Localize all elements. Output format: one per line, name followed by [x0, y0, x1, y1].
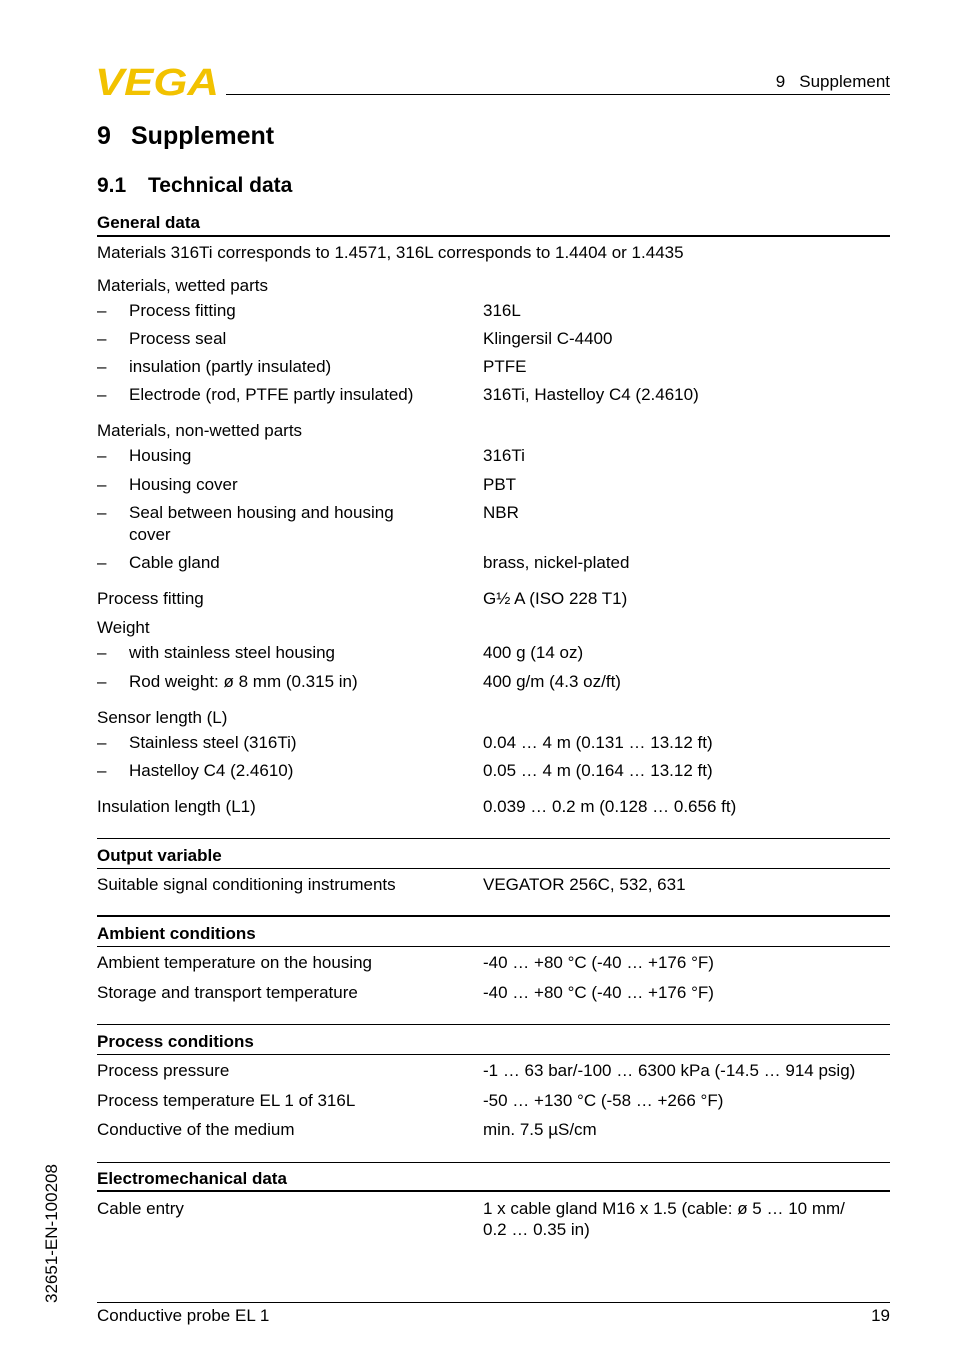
materials-note: Materials 316Ti corresponds to 1.4571, 316L corresponds to 1.4404 or 1.4435	[97, 243, 684, 262]
wetted-item-value: 316Ti, Hastelloy C4 (2.4610)	[483, 385, 699, 404]
weight-item-value: 400 g (14 oz)	[483, 643, 584, 662]
section-title: Technical data	[148, 174, 293, 197]
ambient-row-label: Storage and transport temperature	[97, 983, 358, 1002]
section-rule	[97, 946, 890, 947]
weight-item-label: Rod weight: ø 8 mm (0.315 in)	[129, 672, 358, 691]
process-row-value: -1 … 63 bar/-100 … 6300 kPa (-14.5 … 914 psig)	[483, 1061, 856, 1080]
insulation-length-value: 0.039 … 0.2 m (0.128 … 0.656 ft)	[483, 797, 737, 816]
section-rule	[97, 1162, 890, 1163]
process-conditions-title: Process conditions	[97, 1032, 254, 1051]
output-row-label: Suitable signal conditioning instruments	[97, 875, 396, 894]
chapter-heading	[97, 122, 274, 151]
insulation-length-label: Insulation length (L1)	[97, 797, 256, 816]
process-row-label: Process pressure	[97, 1061, 230, 1080]
list-dash: –	[97, 503, 107, 522]
section-number: 9.1	[97, 174, 127, 197]
running-header	[776, 72, 890, 92]
footer-title: Conductive probe EL 1	[97, 1306, 270, 1325]
list-dash: –	[97, 475, 107, 494]
nonwetted-item-label: Cable gland	[129, 553, 220, 572]
chapter-title: Supplement	[131, 122, 275, 150]
list-dash: –	[97, 672, 107, 691]
nonwetted-item-label: Housing cover	[129, 475, 238, 494]
list-dash: –	[97, 357, 107, 376]
ambient-row-value: -40 … +80 °C (-40 … +176 °F)	[483, 983, 714, 1002]
output-variable-title: Output variable	[97, 846, 222, 865]
nonwetted-item-label-cont: cover	[129, 525, 171, 544]
section-rule	[97, 1054, 890, 1055]
process-fitting-value: G½ A (ISO 228 T1)	[483, 589, 628, 608]
process-row-label: Conductive of the medium	[97, 1120, 295, 1139]
list-dash: –	[97, 446, 107, 465]
header-rule	[226, 94, 890, 95]
ambient-conditions-title: Ambient conditions	[97, 924, 256, 943]
wetted-item-label: Electrode (rod, PTFE partly insulated)	[129, 385, 414, 404]
general-data-title: General data	[97, 213, 200, 232]
process-fitting-label: Process fitting	[97, 589, 204, 608]
vega-logo	[95, 64, 221, 98]
wetted-item-label: Process seal	[129, 329, 227, 348]
electromechanical-title: Electromechanical data	[97, 1169, 287, 1188]
weight-item-value: 400 g/m (4.3 oz/ft)	[483, 672, 621, 691]
list-dash: –	[97, 329, 107, 348]
running-header-title: Supplement	[799, 72, 890, 91]
sensor-length-item-value: 0.04 … 4 m (0.131 … 13.12 ft)	[483, 733, 713, 752]
chapter-number: 9	[97, 122, 111, 150]
list-dash: –	[97, 761, 107, 780]
sensor-length-item-label: Hastelloy C4 (2.4610)	[129, 761, 294, 780]
ambient-row-label: Ambient temperature on the housing	[97, 953, 373, 972]
nonwetted-item-label: Seal between housing and housing	[129, 503, 394, 522]
ambient-row-value: -40 … +80 °C (-40 … +176 °F)	[483, 953, 714, 972]
nonwetted-item-value: PBT	[483, 475, 517, 494]
sensor-length-label: Sensor length (L)	[97, 708, 228, 727]
wetted-parts-label: Materials, wetted parts	[97, 276, 269, 295]
list-dash: –	[97, 643, 107, 662]
wetted-item-value: PTFE	[483, 357, 527, 376]
sensor-length-item-value: 0.05 … 4 m (0.164 … 13.12 ft)	[483, 761, 713, 780]
footer-rule	[97, 1302, 890, 1303]
output-row-value: VEGATOR 256C, 532, 631	[483, 875, 686, 894]
electro-row-value-cont: 0.2 … 0.35 in)	[483, 1220, 590, 1239]
list-dash: –	[97, 733, 107, 752]
list-dash: –	[97, 385, 107, 404]
electro-row-label: Cable entry	[97, 1199, 184, 1218]
section-rule	[97, 1024, 890, 1025]
list-dash: –	[97, 301, 107, 320]
process-row-label: Process temperature EL 1 of 316L	[97, 1091, 356, 1110]
section-rule	[97, 915, 890, 917]
nonwetted-item-value: NBR	[483, 503, 519, 522]
nonwetted-item-value: brass, nickel-plated	[483, 553, 630, 572]
document-code: 32651-EN-100208	[42, 1164, 61, 1303]
process-row-value: min. 7.5 µS/cm	[483, 1120, 597, 1139]
section-rule	[97, 1190, 890, 1192]
sensor-length-item-label: Stainless steel (316Ti)	[129, 733, 297, 752]
weight-item-label: with stainless steel housing	[129, 643, 336, 662]
section-heading	[97, 174, 292, 198]
nonwetted-parts-label: Materials, non-wetted parts	[97, 421, 303, 440]
nonwetted-item-label: Housing	[129, 446, 192, 465]
electro-row-value: 1 x cable gland M16 x 1.5 (cable: ø 5 … 10 mm/	[483, 1199, 845, 1218]
list-dash: –	[97, 553, 107, 572]
wetted-item-label: insulation (partly insulated)	[129, 357, 332, 376]
page-number: 19	[871, 1306, 890, 1325]
section-rule	[97, 868, 890, 869]
process-row-value: -50 … +130 °C (-58 … +266 °F)	[483, 1091, 724, 1110]
wetted-item-value: 316L	[483, 301, 521, 320]
weight-label: Weight	[97, 618, 150, 637]
running-header-number: 9	[775, 72, 786, 91]
general-data-rule	[97, 235, 890, 237]
logo-text: VEGA	[95, 64, 219, 98]
section-rule	[97, 838, 890, 839]
nonwetted-item-value: 316Ti	[483, 446, 525, 465]
wetted-item-label: Process fitting	[129, 301, 236, 320]
wetted-item-value: Klingersil C-4400	[483, 329, 613, 348]
